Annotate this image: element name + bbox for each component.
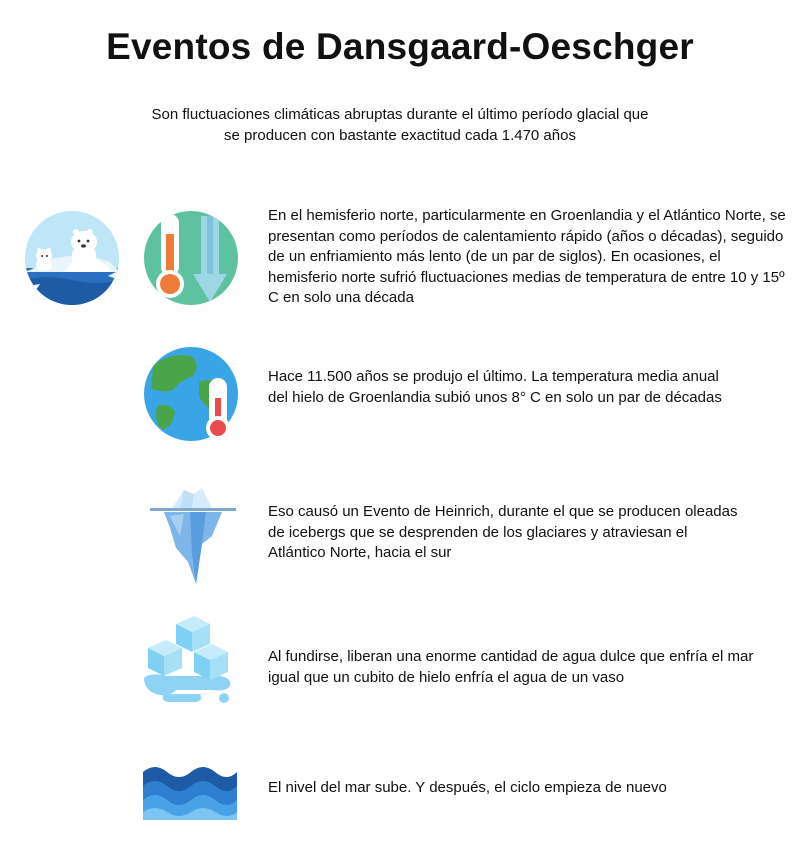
polar-bears-iceberg-icon (24, 210, 120, 306)
item-3-text: Eso causó un Evento de Heinrich, durante el que se producen oleadas de icebergs que se desprenden de los glaciares y atraviesan el Atlántico Norte, hacia el sur (268, 503, 738, 561)
page-title: Eventos de Dansgaard-Oeschger (106, 26, 694, 67)
item-5-text: El nivel del mar sube. Y después, el ciclo empieza de nuevo (268, 779, 667, 796)
page-subtitle: Son fluctuaciones climáticas abruptas durante el último período glacial que se producen con bastante exactitud cada 1.470 años (151, 106, 649, 144)
item-4-text: Al fundirse, liberan una enorme cantidad de agua dulce que enfría el mar igual que un cubito de hielo enfría el agua de un vaso (268, 648, 754, 686)
sea-waves-icon (143, 760, 237, 820)
iceberg-icon (150, 484, 236, 588)
melting-ice-cubes-icon (140, 614, 236, 710)
item-2-text: Hace 11.500 años se produjo el último. La temperatura media anual del hielo de Groenlandia subió unos 8° C en solo un par de décadas (268, 368, 722, 406)
earth-thermometer-icon (143, 346, 239, 442)
item-1-text: En el hemisferio norte, particularmente en Groenlandia y el Atlántico Norte, se presentan como períodos de calentamiento rápido (años o décadas), seguido de un enfriamiento más lento (de un par de siglos). En ocasiones, el hemisferio norte sufrió fluctuaciones medias de temperatura de entre 10 y 15º C en solo una década (268, 207, 786, 306)
thermometer-arrows-icon (143, 210, 239, 306)
